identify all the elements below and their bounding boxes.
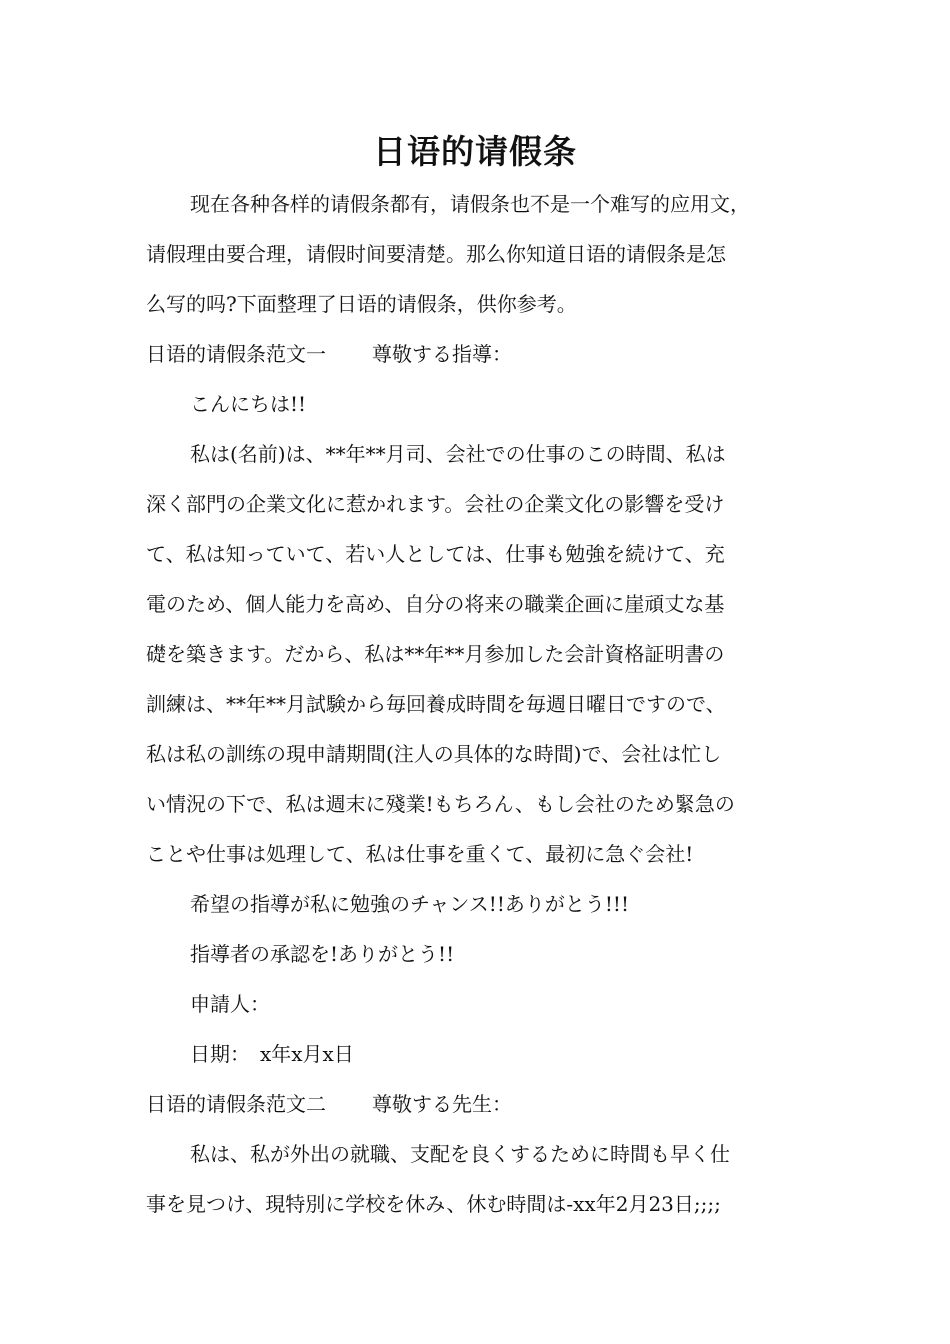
- intro-line: 现在各种各样的请假条都有，请假条也不是一个难写的应用文，: [190, 192, 750, 216]
- sample2-heading-row: [146, 1079, 826, 1129]
- sample1-salutation: 尊敬する指導：: [372, 342, 512, 366]
- sample1-applicant: 申請人：: [190, 992, 270, 1016]
- sample2-heading: 日语的请假条范文二: [146, 1092, 326, 1116]
- sample1-body-line: ことや仕事は処理して、私は仕事を重くて、最初に急ぐ会社!: [146, 842, 694, 866]
- sample1-closing: 希望の指導が私に勉強のチャンス!!ありがとう!!!: [190, 892, 629, 916]
- document-title: 日语的请假条: [373, 132, 577, 171]
- sample1-body-line: 礎を築きます。だから、私は**年**月参加した会計資格証明書の: [146, 642, 725, 666]
- sample2-body-line: 事を見つけ、現特別に学校を休み、休む時間は-xx年2月23日;;;;: [146, 1192, 721, 1216]
- sample1-body-line: 私は(名前)は、**年**月司、会社での仕事のこの時間、私は: [190, 442, 726, 466]
- intro-line: 请假理由要合理，请假时间要清楚。那么你知道日语的请假条是怎: [146, 242, 726, 266]
- sample2-salutation: 尊敬する先生：: [372, 1092, 512, 1116]
- sample1-closing: 指導者の承認を!ありがとう!!: [190, 942, 455, 966]
- sample1-date: 日期： x年x月x日: [190, 1042, 354, 1066]
- sample1-body-line: 深く部門の企業文化に惹かれます。会社の企業文化の影響を受け: [146, 492, 725, 516]
- sample1-body-line: 訓練は、**年**月試験から毎回養成時間を毎週日曜日ですので、: [146, 692, 726, 716]
- sample1-body-line: 電のため、個人能力を高め、自分の将来の職業企画に崖頑丈な基: [146, 592, 725, 616]
- sample1-greeting: こんにちは!!: [190, 392, 307, 416]
- sample1-heading-row: [146, 329, 826, 379]
- intro-line: 么写的吗?下面整理了日语的请假条，供你参考。: [146, 292, 577, 316]
- document-body: [146, 179, 826, 1229]
- sample1-heading: 日语的请假条范文一: [146, 342, 326, 366]
- sample1-body-line: い情況の下で、私は週末に殘業!もちろん、もし会社のため緊急の: [146, 792, 735, 816]
- sample2-body-line: 私は、私が外出の就職、支配を良くするために時間も早く仕: [190, 1142, 730, 1166]
- sample1-body-line: て、私は知っていて、若い人としては、仕事も勉強を続けて、充: [146, 542, 725, 566]
- sample1-body-line: 私は私の訓练の現申請期間(注人の具体的な時間)で、会社は忙し: [146, 742, 722, 766]
